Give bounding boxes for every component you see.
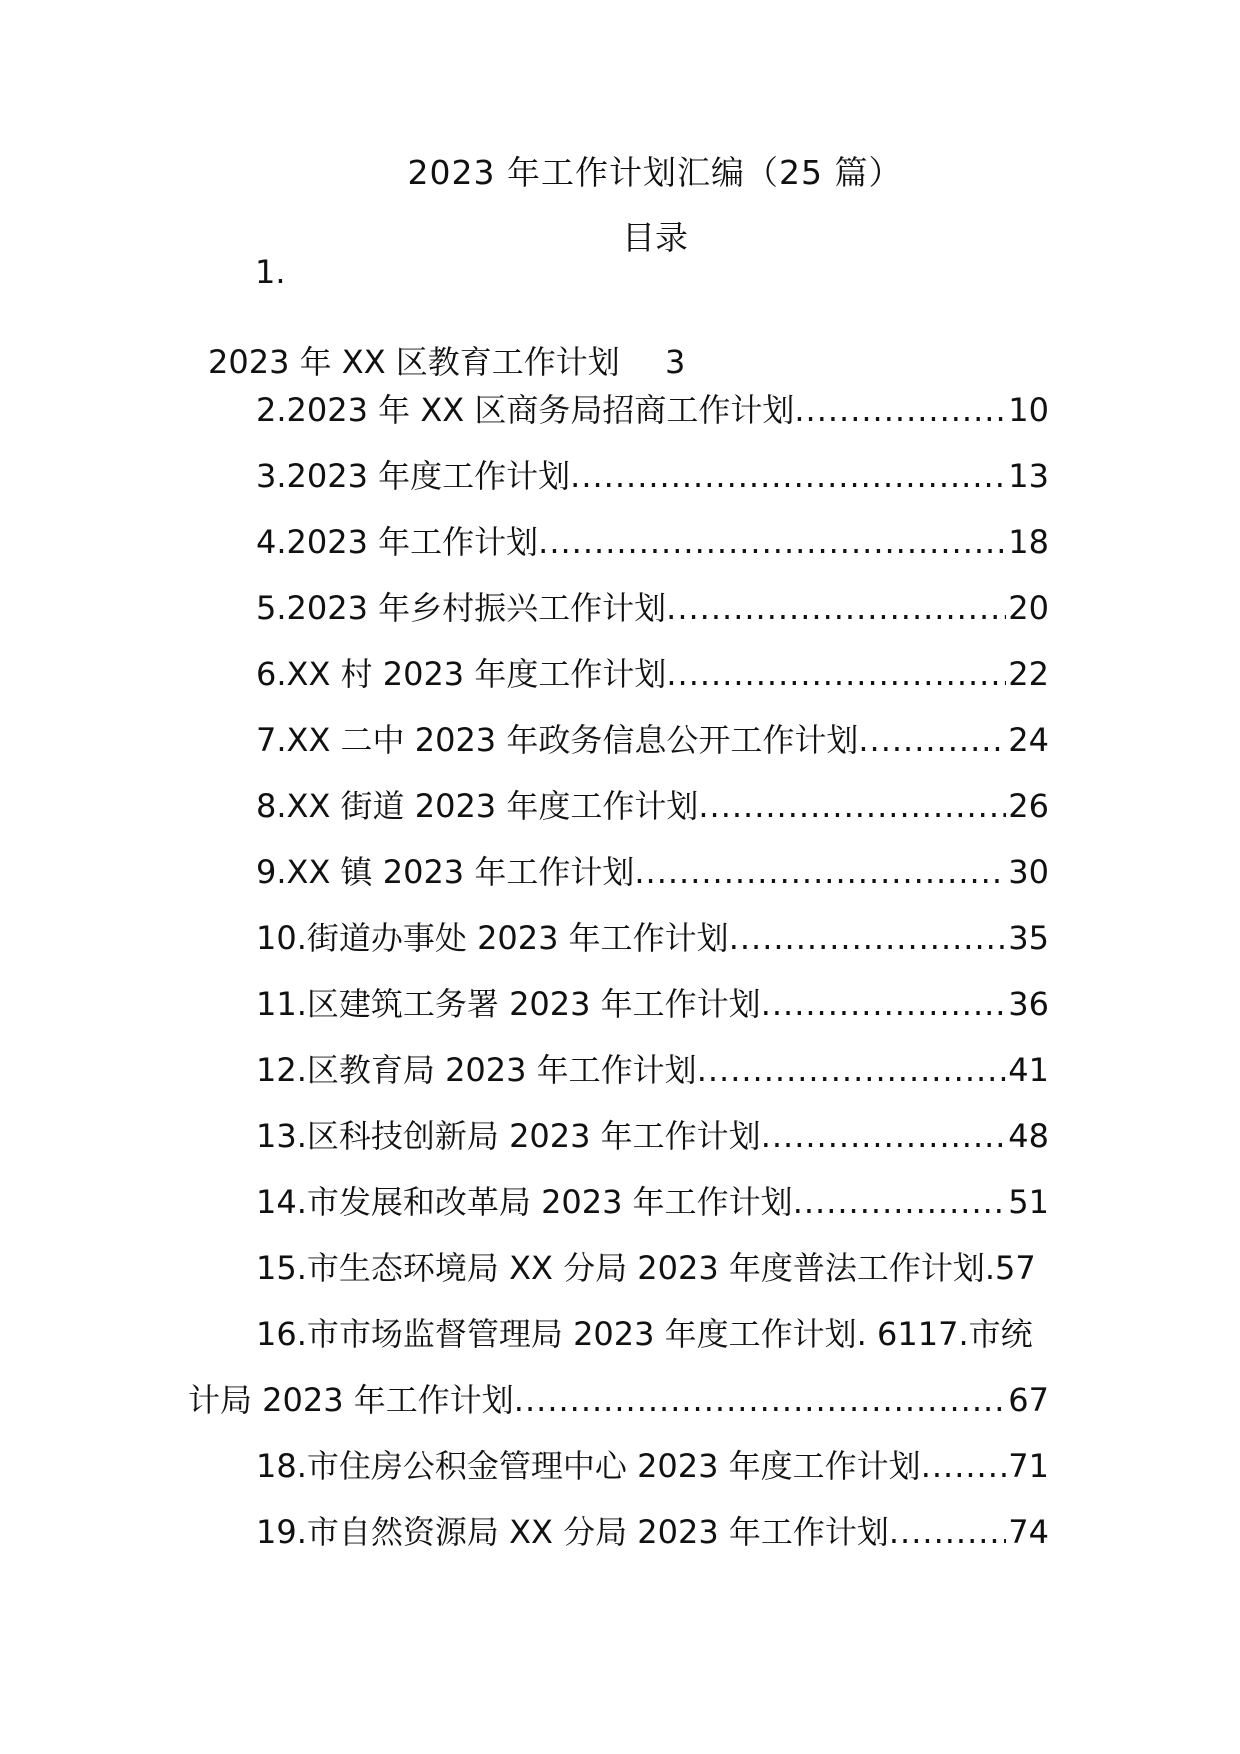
toc-entry-title: 12.区教育局 2023 年工作计划: [256, 1051, 697, 1089]
toc-entry-title: 11.区建筑工务署 2023 年工作计划: [256, 985, 761, 1023]
toc-entry[interactable]: [256, 720, 1049, 760]
toc-entry-title: 6.XX 村 2023 年度工作计划: [256, 655, 667, 693]
dot-leader: [666, 588, 1006, 628]
toc-entry[interactable]: [256, 1446, 1049, 1486]
toc-entry[interactable]: [256, 522, 1049, 562]
toc-entry-page: 30: [1008, 853, 1049, 891]
toc-entry[interactable]: [256, 1050, 1049, 1090]
dot-leader: [793, 1182, 1007, 1222]
toc-entry-title: 计局 2023 年工作计划: [188, 1381, 514, 1419]
toc-entry-15[interactable]: 15.市生态环境局 XX 分局 2023 年度普法工作计划.57: [256, 1249, 1036, 1287]
toc-entry[interactable]: [256, 984, 1049, 1024]
toc-entry-page: 41: [1008, 1051, 1049, 1089]
dot-leader: [921, 1446, 1007, 1486]
toc-entry[interactable]: [256, 786, 1049, 826]
toc-entry[interactable]: [256, 1512, 1049, 1552]
toc-heading: 目录: [622, 218, 688, 257]
dot-leader: [761, 984, 1007, 1024]
toc-entry-page: 67: [1008, 1381, 1049, 1419]
toc-entry-title: 4.2023 年工作计划: [256, 523, 539, 561]
toc-entry[interactable]: [256, 1182, 1049, 1222]
toc-entry-page: 35: [1008, 919, 1049, 957]
toc-entry-title: 7.XX 二中 2023 年政务信息公开工作计划: [256, 721, 859, 759]
toc-entry-page: 24: [1008, 721, 1049, 759]
dot-leader: [698, 786, 1006, 826]
dot-leader: [729, 918, 1007, 958]
toc-entry-title: 5.2023 年乡村振兴工作计划: [256, 589, 667, 627]
toc-entry-title: 9.XX 镇 2023 年工作计划: [256, 853, 635, 891]
dot-leader: [514, 1380, 1006, 1420]
toc-entry-page: 26: [1008, 787, 1049, 825]
toc-entry-1-number[interactable]: 1.: [255, 253, 286, 291]
toc-entry-title: 8.XX 街道 2023 年度工作计划: [256, 787, 699, 825]
toc-entry-title: 18.市住房公积金管理中心 2023 年度工作计划: [256, 1447, 921, 1485]
toc-entry-title: 10.街道办事处 2023 年工作计划: [256, 919, 729, 957]
toc-entry-page: 71: [1008, 1447, 1049, 1485]
toc-entry[interactable]: [256, 588, 1049, 628]
toc-entry-page: 22: [1008, 655, 1049, 693]
dot-leader: [697, 1050, 1007, 1090]
toc-entry-title: 2.2023 年 XX 区商务局招商工作计划: [256, 391, 795, 429]
toc-entry-page: 51: [1008, 1183, 1049, 1221]
toc-entry[interactable]: [256, 456, 1049, 496]
dot-leader: [570, 456, 1006, 496]
document-title: 2023 年工作计划汇编（25 篇）: [407, 153, 903, 192]
dot-leader: [634, 852, 1006, 892]
toc-entry-16-17-line[interactable]: 16.市市场监督管理局 2023 年度工作计划. 6117.市统: [256, 1315, 1033, 1353]
toc-entry-page: 20: [1008, 589, 1049, 627]
dot-leader: [761, 1116, 1007, 1156]
toc-entry[interactable]: [256, 654, 1049, 694]
dot-leader: [858, 720, 1006, 760]
toc-entry-17-continuation[interactable]: [188, 1380, 1049, 1420]
dot-leader: [538, 522, 1006, 562]
toc-entry-page: 74: [1008, 1513, 1049, 1551]
toc-entry[interactable]: [256, 1116, 1049, 1156]
toc-entry-page: 18: [1008, 523, 1049, 561]
toc-entry-page: 13: [1008, 457, 1049, 495]
toc-entry-title: 19.市自然资源局 XX 分局 2023 年工作计划: [256, 1513, 889, 1551]
toc-entry-page: 10: [1008, 391, 1049, 429]
toc-entry-page: 36: [1008, 985, 1049, 1023]
toc-entry-1-page: 3: [665, 343, 686, 381]
toc-entry-1-title[interactable]: 2023 年 XX 区教育工作计划: [208, 343, 620, 381]
dot-leader: [889, 1512, 1006, 1552]
toc-entry-page: 48: [1008, 1117, 1049, 1155]
toc-entry-title: 14.市发展和改革局 2023 年工作计划: [256, 1183, 793, 1221]
toc-entry[interactable]: [256, 852, 1049, 892]
toc-entry[interactable]: [256, 390, 1049, 430]
toc-entry-title: 13.区科技创新局 2023 年工作计划: [256, 1117, 761, 1155]
toc-entry-title: 3.2023 年度工作计划: [256, 457, 571, 495]
dot-leader: [794, 390, 1006, 430]
toc-entry[interactable]: [256, 918, 1049, 958]
dot-leader: [666, 654, 1006, 694]
